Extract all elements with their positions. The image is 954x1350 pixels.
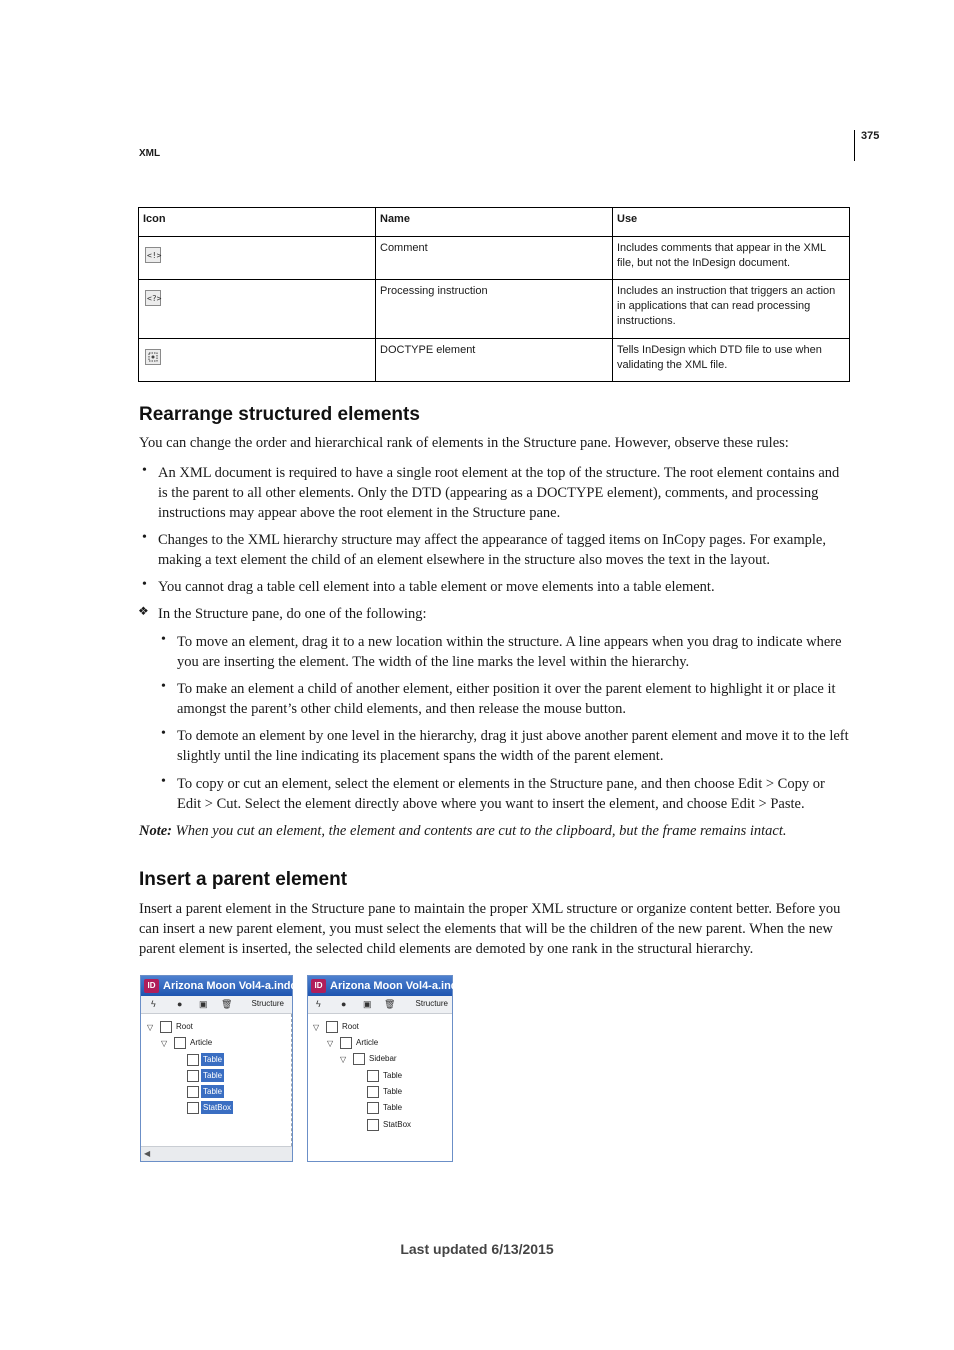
bullet-marker: • [161,774,166,789]
table-header-icon: Icon [139,208,376,237]
tree-label: Table [203,1071,223,1080]
trash-icon[interactable]: 🗑 [384,999,396,1009]
page-number: 375 [861,130,880,142]
table-cell-icon [139,280,376,339]
table-header-row [139,208,850,237]
table-cell-use: Includes comments that appear in the XML file, but not the InDesign document. [613,237,850,280]
expand-triangle-icon[interactable]: ▽ [147,1023,154,1032]
trash-icon[interactable]: 🗑 [221,999,233,1009]
root-element-icon [160,1021,172,1033]
tree-label: Table [383,1071,403,1080]
scroll-left-icon[interactable]: ◀ [144,1149,151,1158]
table-row [139,280,850,339]
intro-paragraph: You can change the order and hierarchical rank of elements in the Structure pane. However, observe these rules: [139,435,789,451]
pane-divider [290,1014,292,1161]
tree-label: Sidebar [369,1054,397,1063]
tree-label: Root [176,1022,193,1031]
text-element-icon [353,1053,365,1065]
bullet-marker: • [142,530,147,545]
structure-pane-before [140,975,298,1162]
pane-label: Structure [415,999,448,1008]
structure-pane-after [307,975,465,1162]
table-row [139,237,850,280]
bullet-marker: • [161,726,166,741]
table-element-icon [187,1070,199,1082]
tree-label: Table [203,1087,223,1096]
table-cell-icon [139,339,376,382]
sub-bullet-3: To demote an element by one level in the hierarchy, drag it just above another parent element and move it to the left slightly until the line indicating its placement spans the width of the parent element. [177,728,849,764]
circle-icon[interactable]: ● [177,999,183,1009]
tree-label: Article [190,1038,213,1047]
sub-bullet-1: To move an element, drag it to a new location within the structure. A line appears when you drag to indicate where you are inserting the element. The width of the line marks the level within the hierarchy. [177,634,842,670]
running-head: XML [139,148,161,159]
window-title-bar [308,976,465,996]
step-marker: ❖ [138,604,149,618]
icon-table [138,207,850,382]
table-element-icon [187,1086,199,1098]
heading-rearrange: Rearrange structured elements [139,404,420,425]
expand-triangle-icon[interactable]: ▽ [313,1023,320,1032]
tree-label: Root [342,1022,359,1031]
new-element-icon[interactable]: ▣ [199,999,208,1009]
rule-bullet-3: You cannot drag a table cell element into a table element or move elements into a table element. [158,579,715,595]
table-header-use: Use [613,208,850,237]
pane-label: Structure [251,999,284,1008]
table-element-icon [367,1086,379,1098]
insert-parent-paragraph: Insert a parent element in the Structure pane to maintain the proper XML structure or organize content better. Before you can insert a new parent element, you must select the elements that will be the children of the new parent. When the new parent element is inserted, the selected child elements are demoted by one rank in the structural hierarchy. [139,901,841,957]
table-cell-name: DOCTYPE element [376,339,613,382]
text-element-icon [340,1037,352,1049]
page-number-rule [854,130,855,161]
processing-instruction-icon [145,290,161,306]
table-cell-icon [139,237,376,280]
circle-icon[interactable]: ● [341,999,347,1009]
window-title: Arizona Moon Vol4-a.indd [330,980,465,992]
new-element-icon[interactable]: ▣ [363,999,372,1009]
tree-label: StatBox [383,1120,412,1129]
step-text: In the Structure pane, do one of the following: [158,606,427,622]
text-element-icon [187,1102,199,1114]
tree-label: Table [383,1103,403,1112]
expand-triangle-icon[interactable]: ▽ [161,1039,168,1048]
rule-bullet-1: An XML document is required to have a single root element at the top of the structure. The root element contains and is the parent to all other elements. Only the DTD (appearing as a DOCTYPE element), comments, and processing instructions may appear above the root element in the Structure pane. [158,465,840,521]
window-title: Arizona Moon Vol4-a.indd [163,980,298,992]
table-cell-name: Processing instruction [376,280,613,339]
indesign-logo-icon: ID [311,979,326,993]
expand-triangle-icon[interactable]: ▽ [327,1039,334,1048]
lightning-icon[interactable]: ϟ [151,999,156,1009]
table-cell-name: Comment [376,237,613,280]
footer-last-updated: Last updated 6/13/2015 [400,1241,554,1257]
doctype-icon [145,349,161,365]
table-element-icon [187,1054,199,1066]
table-cell-use: Tells InDesign which DTD file to use when validating the XML file. [613,339,850,382]
bullet-marker: • [142,463,147,478]
bullet-marker: • [161,679,166,694]
note [139,821,851,841]
horizontal-scrollbar[interactable] [141,1146,292,1161]
table-element-icon [367,1070,379,1082]
heading-insert-parent: Insert a parent element [139,869,348,890]
tree-label: Table [203,1055,223,1064]
lightning-icon[interactable]: ϟ [316,999,321,1009]
bullet-marker: • [161,632,166,647]
structure-toolbar [308,996,452,1014]
indesign-logo-icon: ID [144,979,159,993]
svg-text:<?>: <?> [147,294,162,303]
table-element-icon [367,1102,379,1114]
expand-triangle-icon[interactable]: ▽ [340,1055,347,1064]
table-header-name: Name [376,208,613,237]
sub-bullet-4: To copy or cut an element, select the element or elements in the Structure pane, and then choose Edit > Copy or Edit > Cut. Select the element directly above where you want to insert the element, and choose Edit > Paste. [177,776,825,812]
text-element-icon [367,1119,379,1131]
rule-bullet-2: Changes to the XML hierarchy structure may affect the appearance of tagged items on InCopy pages. For example, making a text element the child of an element elsewhere in the structure also moves the text in the layout. [158,532,826,568]
text-element-icon [174,1037,186,1049]
svg-text:<!>: <!> [147,251,162,260]
window-title-bar [141,976,298,996]
note-label: Note: [139,823,173,839]
table-row [139,339,850,382]
tree-label: StatBox [203,1103,232,1112]
tree-label: Table [383,1087,403,1096]
root-element-icon [326,1021,338,1033]
table-cell-use: Includes an instruction that triggers an action in applications that can read processing instructions. [613,280,850,339]
comment-icon [145,247,161,263]
sub-bullet-2: To make an element a child of another element, either position it over the parent element to highlight it or place it amongst the parent’s other child elements, and then release the mouse button. [177,681,836,717]
bullet-marker: • [142,577,147,592]
note-text: When you cut an element, the element and contents are cut to the clipboard, but the frame remains intact. [175,823,787,839]
tree-label: Article [356,1038,379,1047]
structure-toolbar [141,996,292,1014]
